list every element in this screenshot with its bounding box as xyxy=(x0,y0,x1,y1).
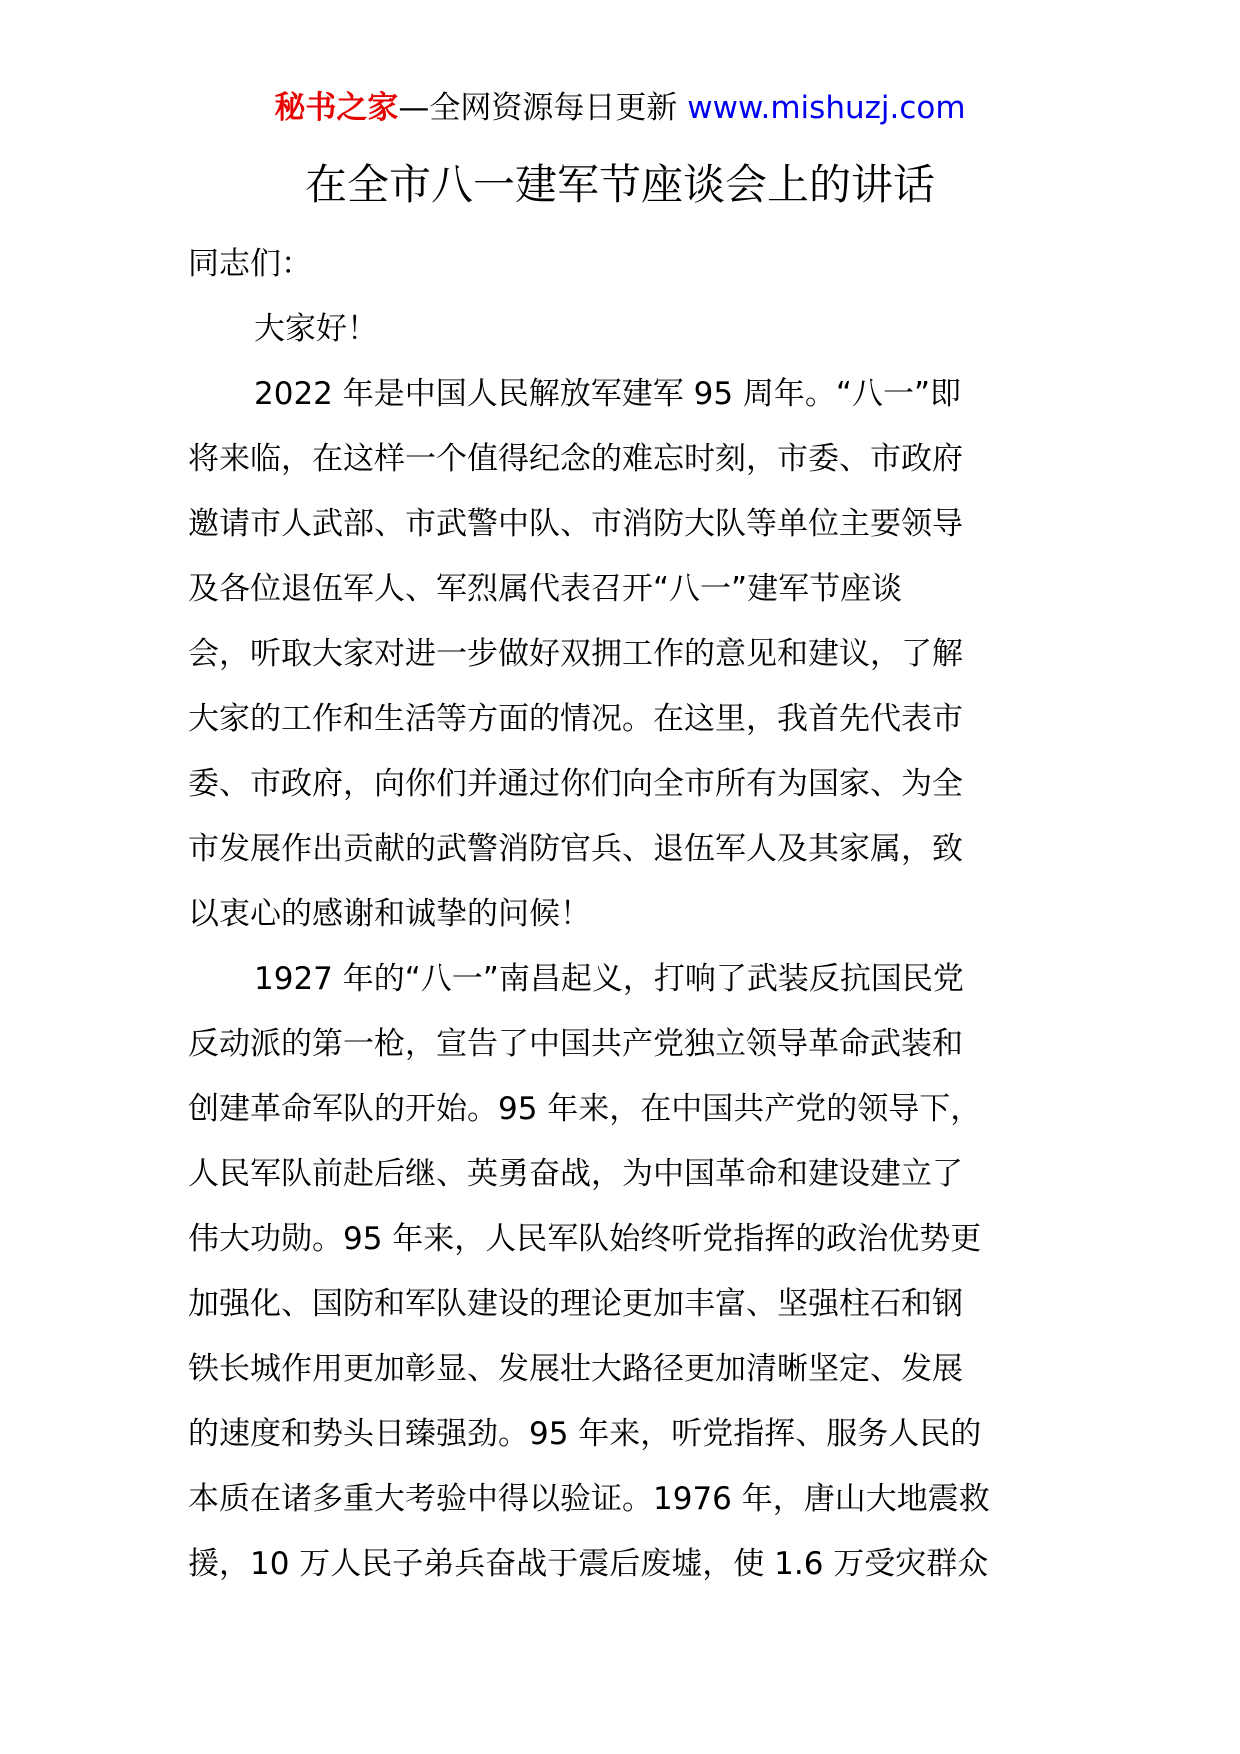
body-line: 大家的工作和生活等方面的情况。在这里，我首先代表市 xyxy=(188,701,963,737)
body-line: 本质在诸多重大考验中得以验证。1976 年，唐山大地震救 xyxy=(188,1481,990,1517)
body-line: 将来临，在这样一个值得纪念的难忘时刻，市委、市政府 xyxy=(188,441,963,477)
greeting: 大家好！ xyxy=(254,311,378,347)
site-header xyxy=(0,88,1240,128)
body-line: 的速度和势头日臻强劲。95 年来，听党指挥、服务人民的 xyxy=(188,1416,982,1452)
body-line: 反动派的第一枪，宣告了中国共产党独立领导革命武装和 xyxy=(188,1026,963,1062)
body-line: 市发展作出贡献的武警消防官兵、退伍军人及其家属，致 xyxy=(188,831,963,867)
body-line: 2022 年是中国人民解放军建军 95 周年。“八一”即 xyxy=(254,376,962,412)
body-line: 会，听取大家对进一步做好双拥工作的意见和建议，了解 xyxy=(188,636,963,672)
document-body xyxy=(188,232,1056,1597)
document-title: 在全市八一建军节座谈会上的讲话 xyxy=(304,160,935,209)
site-url-link[interactable]: www.mishuzj.com xyxy=(687,90,966,126)
body-line: 以衷心的感谢和诚挚的问候！ xyxy=(188,896,591,932)
body-line: 援，10 万人民子弟兵奋战于震后废墟，使 1.6 万受灾群众 xyxy=(188,1546,989,1582)
body-line: 委、市政府，向你们并通过你们向全市所有为国家、为全 xyxy=(188,766,963,802)
body-line: 邀请市人武部、市武警中队、市消防大队等单位主要领导 xyxy=(188,506,963,542)
body-line: 伟大功勋。95 年来，人民军队始终听党指挥的政治优势更 xyxy=(188,1221,982,1257)
body-line: 及各位退伍军人、军烈属代表召开“八一”建军节座谈 xyxy=(188,571,903,607)
body-line: 加强化、国防和军队建设的理论更加丰富、坚强柱石和钢 xyxy=(188,1286,963,1322)
body-line: 铁长城作用更加彰显、发展壮大路径更加清晰坚定、发展 xyxy=(188,1351,963,1387)
body-line: 创建革命军队的开始。95 年来，在中国共产党的领导下， xyxy=(188,1091,982,1127)
body-line: 人民军队前赴后继、英勇奋战，为中国革命和建设建立了 xyxy=(188,1156,963,1192)
header-tagline: —全网资源每日更新 xyxy=(398,90,688,126)
salutation: 同志们： xyxy=(188,246,312,282)
body-line: 1927 年的“八一”南昌起义，打响了武装反抗国民党 xyxy=(254,961,964,997)
brand-name: 秘书之家 xyxy=(274,90,399,126)
